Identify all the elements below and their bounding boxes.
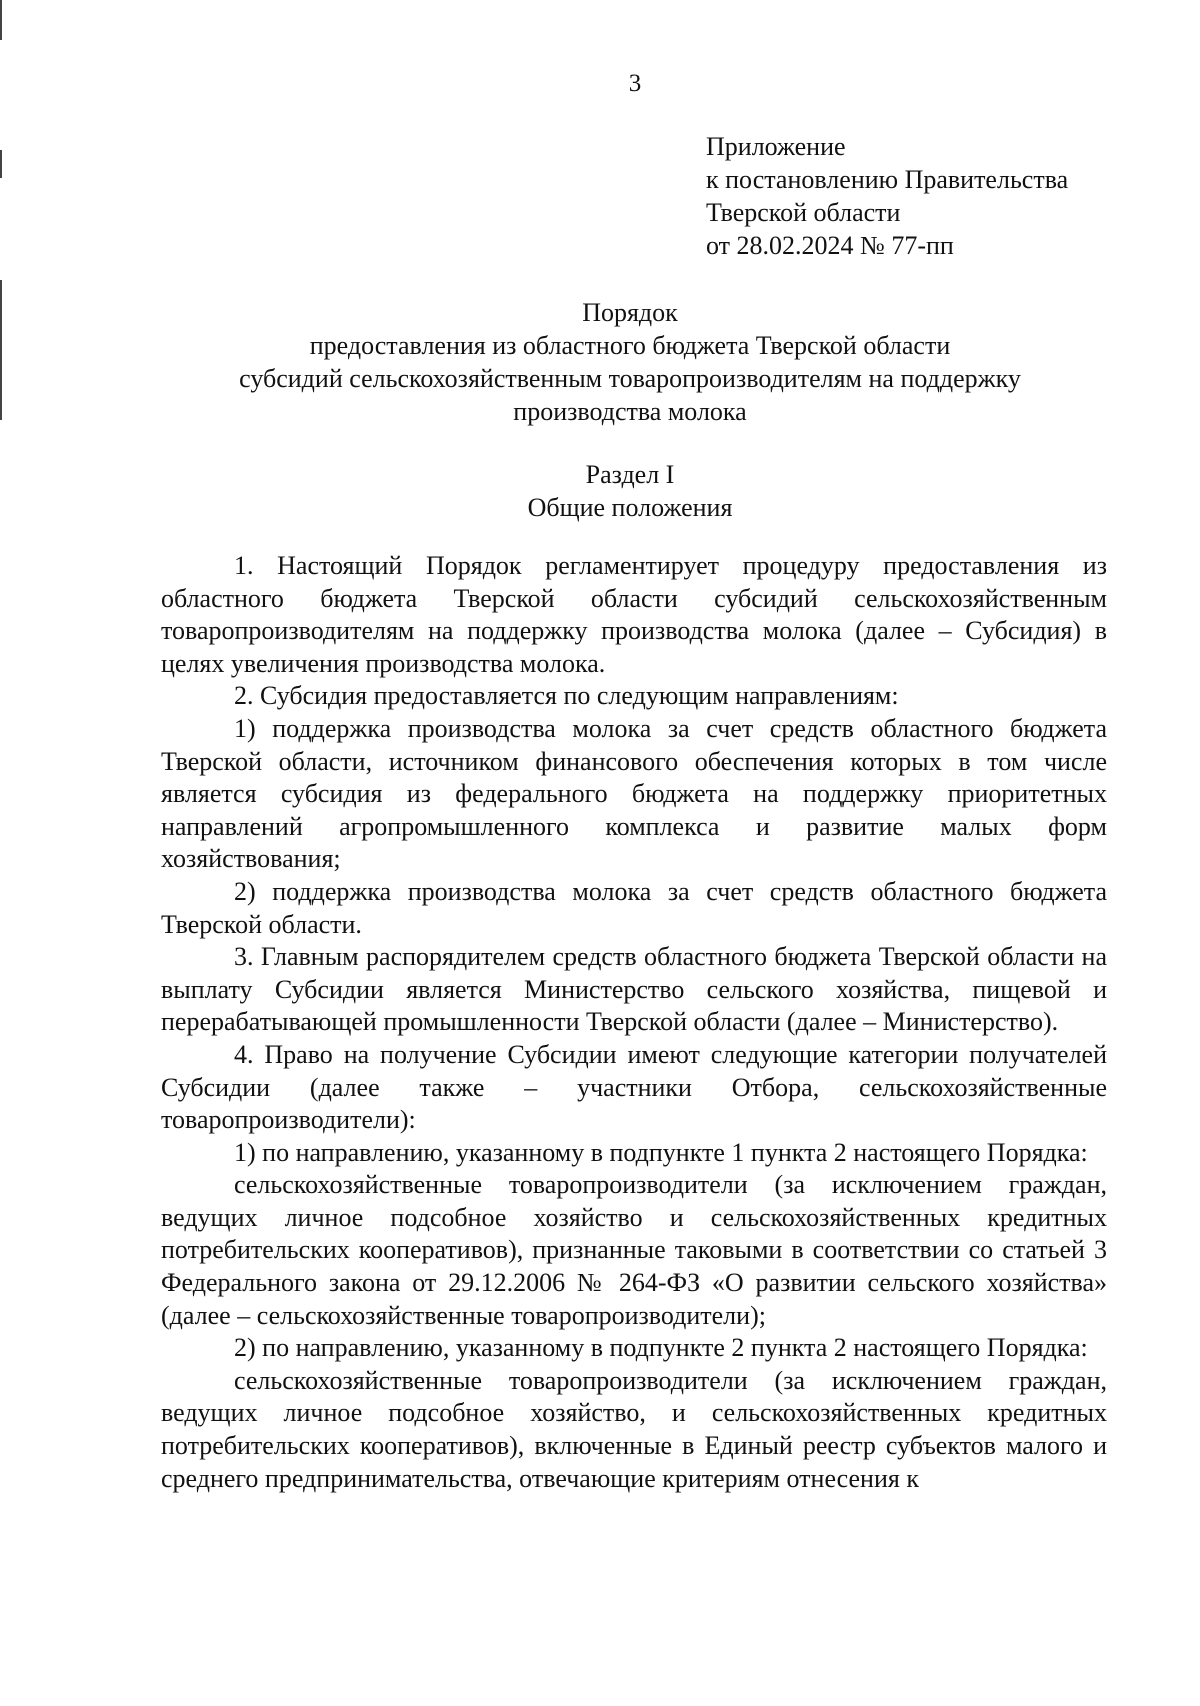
paragraph: 2) поддержка производства молока за счет средств областного бюджета Тверской области. xyxy=(161,876,1107,939)
paragraph: 1. Настоящий Порядок регламентирует процедуру предоставления из областного бюджета Тверской области субсидий сельскохозяйственным товаропроизводителям на поддержку производства молока (далее – Субсидия) в целях увеличения производства молока. xyxy=(161,551,1107,678)
scan-edge-mark xyxy=(0,280,2,420)
title-line: производства молока xyxy=(513,397,747,426)
appendix-line: к постановлению Правительства xyxy=(706,165,1069,194)
title-line: предоставления из областного бюджета Тверской области xyxy=(309,331,951,360)
section-heading xyxy=(150,458,1110,524)
title-line: Порядок xyxy=(582,298,678,327)
paragraph: 2. Субсидия предоставляется по следующим направлениям: xyxy=(234,681,899,711)
paragraph: сельскохозяйственные товаропроизводители (за исключением граждан, ведущих личное подсобное хозяйство и сельскохозяйственных кредитных потребительских кооперативов), признанные таковыми в соответствии со статьей 3 Федерального закона от 29.12.2006 № 264-ФЗ «О развитии сельского хозяйства» (далее – сельскохозяйственные товаропроизводители); xyxy=(161,1170,1107,1330)
page-number: 3 xyxy=(628,70,642,97)
body-text xyxy=(161,550,1107,1495)
paragraph: 1) поддержка производства молока за счет средств областного бюджета Тверской области, источником финансового обеспечения которых в том числе является субсидия из федерального бюджета на поддержку приоритетных направлений агропромышленного комплекса и развитие малых форм хозяйствования; xyxy=(161,713,1107,874)
paragraph: 4. Право на получение Субсидии имеют следующие категории получателей Субсидии (далее также – участники Отбора, сельскохозяйственные товаропроизводители): xyxy=(161,1039,1107,1135)
appendix-line: от 28.02.2024 № 77-пп xyxy=(706,231,954,260)
document-title xyxy=(150,296,1110,428)
scan-edge-mark xyxy=(0,0,2,40)
section-name: Общие положения xyxy=(527,493,733,522)
appendix-line: Тверской области xyxy=(706,198,901,227)
paragraph: 1) по направлению, указанному в подпункте 1 пункта 2 настоящего Порядка: xyxy=(234,1137,1088,1167)
appendix-line: Приложение xyxy=(706,132,846,161)
section-number: Раздел I xyxy=(585,460,675,489)
title-line: субсидий сельскохозяйственным товаропроизводителям на поддержку xyxy=(239,364,1021,393)
paragraph: 3. Главным распорядителем средств областного бюджета Тверской области на выплату Субсидии является Министерство сельского хозяйства, пищевой и перерабатывающей промышленности Тверской области (далее – Министерство). xyxy=(161,942,1107,1037)
paragraph: 2) по направлению, указанному в подпункте 2 пункта 2 настоящего Порядка: xyxy=(234,1333,1088,1363)
scan-edge-mark xyxy=(0,150,2,178)
appendix-header xyxy=(706,130,1068,262)
paragraph: сельскохозяйственные товаропроизводители (за исключением граждан, ведущих личное подсобное хозяйство, и сельскохозяйственных кредитных потребительских кооперативов), включенные в Единый реестр субъектов малого и среднего предпринимательства, отвечающие критериям отнесения к xyxy=(161,1365,1107,1493)
